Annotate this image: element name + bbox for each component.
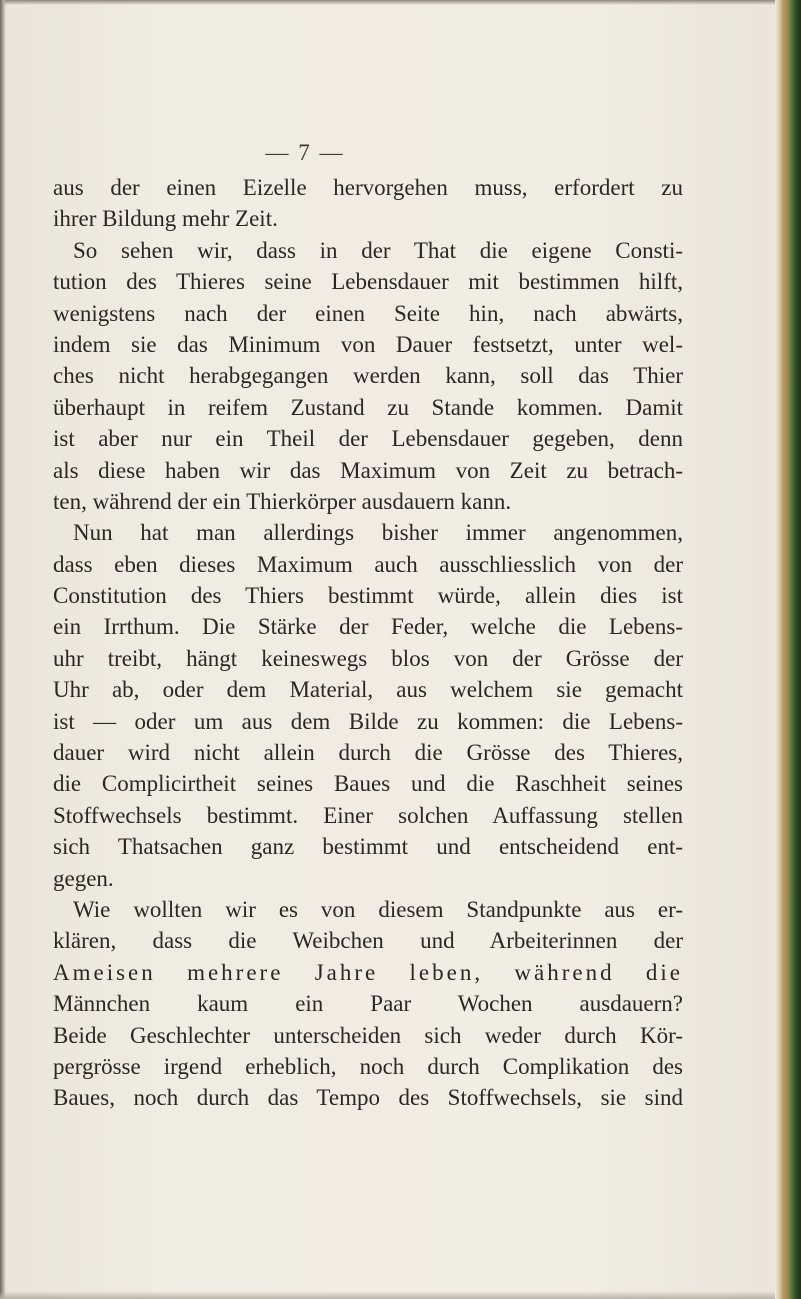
text-line: als diese haben wir das Maximum von Zeit zu betrach- [53, 457, 683, 483]
book-binding-edge [775, 0, 801, 1299]
text-line: ches nicht herabgegangen werden kann, soll das Thier [53, 363, 683, 389]
page-margin-line [3, 640, 4, 1280]
page-bottom-edge [0, 1291, 801, 1299]
page-top-edge [0, 0, 801, 5]
text-line: So sehen wir, dass in der That die eigene Consti- [73, 237, 683, 263]
text-line: überhaupt in reifem Zustand zu Stande kommen. Damit [53, 394, 683, 420]
text-line: pergrösse irgend erheblich, noch durch Complikation des [53, 1053, 683, 1079]
page-number: — 7 — [265, 140, 345, 165]
text-line: aus der einen Eizelle hervorgehen muss, erfordert zu [53, 175, 683, 200]
text-line: ist — oder um aus dem Bilde zu kommen: die Lebens- [53, 708, 683, 734]
text-line: ist aber nur ein Theil der Lebensdauer gegeben, denn [53, 426, 683, 452]
text-line: dass eben dieses Maximum auch ausschliesslich von der [53, 551, 683, 577]
text-line: Baues, noch durch das Tempo des Stoffwechsels, sie sind [53, 1085, 683, 1111]
text-line: tution des Thieres seine Lebensdauer mit bestimmen hilft, [53, 269, 683, 295]
text-line: Beide Geschlechter unterscheiden sich weder durch Kör- [53, 1022, 683, 1048]
text-line: die Complicirtheit seines Baues und die Raschheit seines [53, 771, 683, 797]
text-line: Ameisen mehrere Jahre leben, während die [53, 959, 683, 985]
text-line: Uhr ab, oder dem Material, aus welchem sie gemacht [53, 677, 683, 703]
text-line: ten, während der ein Thierkörper ausdauern kann. [53, 488, 512, 514]
text-line: indem sie das Minimum von Dauer festsetzt, unter wel- [53, 331, 683, 357]
text-line: Constitution des Thiers bestimmt würde, allein dies ist [53, 583, 683, 609]
text-line: ein Irrthum. Die Stärke der Feder, welche die Lebens- [53, 614, 683, 640]
body-text [53, 172, 683, 1114]
text-line: Nun hat man allerdings bisher immer angenommen, [73, 520, 683, 546]
text-line: ihrer Bildung mehr Zeit. [53, 206, 278, 232]
text-line: sich Thatsachen ganz bestimmt und entscheidend ent- [53, 834, 683, 860]
text-line: wenigstens nach der einen Seite hin, nach abwärts, [53, 300, 683, 326]
text-line: uhr treibt, hängt keineswegs blos von der Grösse der [53, 645, 683, 671]
text-line: gegen. [53, 865, 114, 891]
text-line: Wie wollten wir es von diesem Standpunkte aus er- [73, 896, 683, 922]
text-line: Männchen kaum ein Paar Wochen ausdauern? [53, 991, 683, 1017]
text-line: klären, dass die Weibchen und Arbeiterinnen der [53, 928, 683, 954]
text-line: Stoffwechsels bestimmt. Einer solchen Auffassung stellen [53, 802, 683, 828]
text-line: dauer wird nicht allein durch die Grösse des Thieres, [53, 740, 683, 766]
